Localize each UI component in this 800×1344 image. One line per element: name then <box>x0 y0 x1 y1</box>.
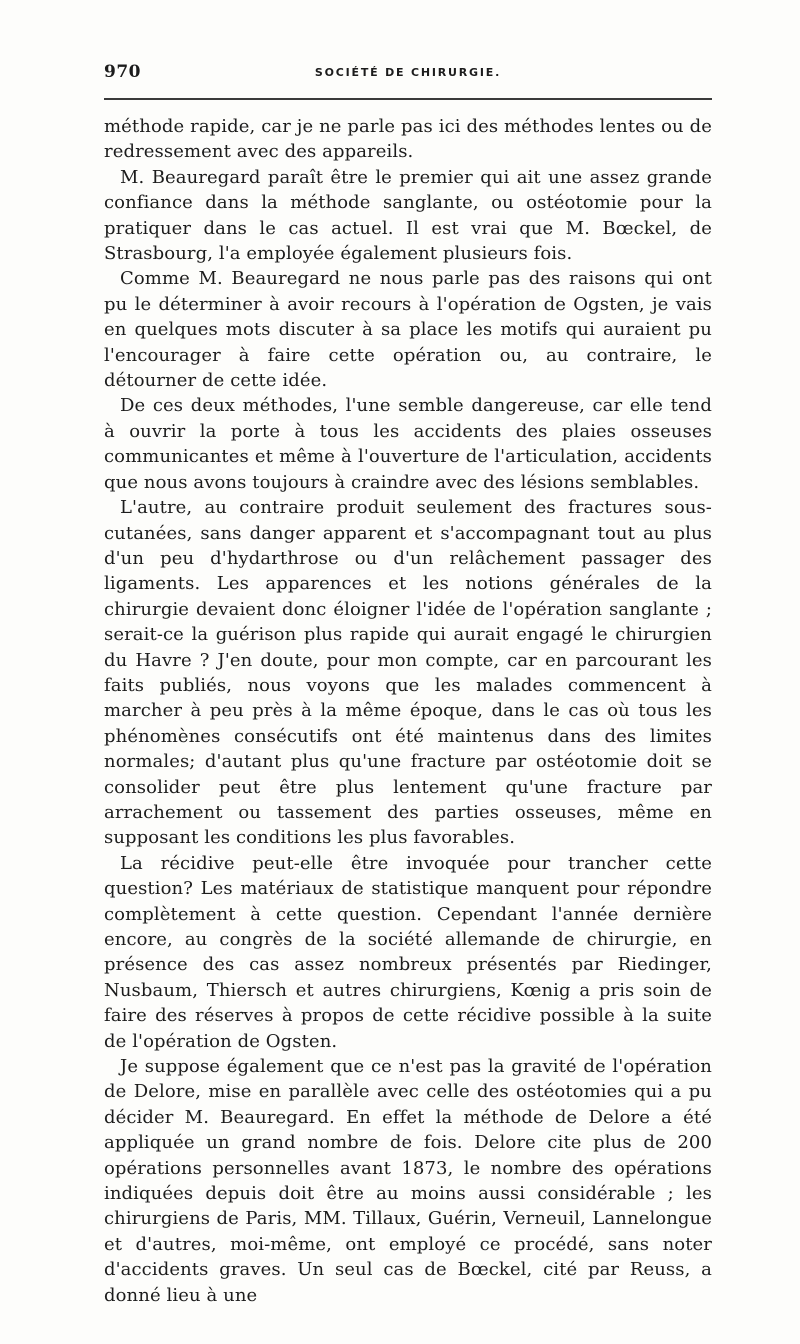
running-title: SOCIÉTÉ DE CHIRURGIE. <box>314 66 502 79</box>
paragraph: Je suppose également que ce n'est pas la gravité de l'opération de Delore, mise en parallèle avec celle des ostéotomies qui a pu décider M. Beauregard. En effet la méthode de Delore a été appliquée un grand nombre de fois. Delore cite plus de 200 opérations personnelles avant 1873, le nombre des opérations indiquées depuis doit être au moins aussi considérable ; les chirurgiens de Paris, MM. Tillaux, Guérin, Verneuil, Lannelongue et d'autres, moi-même, ont employé ce procédé, sans noter d'accidents graves. Un seul cas de Bœckel, cité par Reuss, a donné lieu à une <box>104 1056 712 1306</box>
header-rule <box>104 98 712 100</box>
paragraph: De ces deux méthodes, l'une semble dangereuse, car elle tend à ouvrir la porte à tous les accidents des plaies osseuses communicantes et même à l'ouverture de l'articulation, accidents que nous avons toujours à craindre avec des lésions semblables. <box>104 395 712 493</box>
paragraph: M. Beauregard paraît être le premier qui ait une assez grande confiance dans la méthode sanglante, ou ostéotomie pour la pratiquer dans le cas actuel. Il est vrai que M. Bœckel, de Strasbourg, l'a employée également plusieurs fois. <box>104 166 712 265</box>
paragraph: Comme M. Beauregard ne nous parle pas des raisons qui ont pu le déterminer à avoir recours à l'opération de Ogsten, je vais en quelques mots discuter à sa place les motifs qui auraient pu l'encourager à faire cette opération ou, au contraire, le détourner de cette idée. <box>104 268 712 392</box>
page-number: 970 <box>104 62 141 82</box>
paragraph: L'autre, au contraire produit seulement des fractures sous-cutanées, sans danger apparent et s'accompagnant tout au plus d'un peu d'hydarthrose ou d'un relâchement passager des ligaments. Les apparences et les notions générales de la chirurgie devaient donc éloigner l'idée de l'opération sanglante ; serait-ce la guérison plus rapide qui aurait engagé le chirurgien du Havre ? J'en doute, pour mon compte, car en parcourant les faits publiés, nous voyons que les malades commencent à marcher à peu près à la même époque, dans le cas où tous les phénomènes consécutifs ont été maintenus dans des limites normales; d'autant plus qu'une fracture par ostéotomie doit se consolider peut être plus lentement qu'une fracture par arrachement ou tassement des parties osseuses, même en supposant les conditions les plus favorables. <box>104 497 712 849</box>
paragraph-continued: méthode rapide, car je ne parle pas ici des méthodes lentes ou de redressement avec des appareils. <box>104 116 712 163</box>
body-text <box>104 114 712 1308</box>
paragraph: La récidive peut-elle être invoquée pour trancher cette question? Les matériaux de statistique manquent pour répondre complètement à cette question. Cependant l'année dernière encore, au congrès de la société allemande de chirurgie, en présence des cas assez nombreux présentés par Riedinger, Nusbaum, Thiersch et autres chirurgiens, Kœnig a pris soin de faire des réserves à propos de cette récidive possible à la suite de l'opération de Ogsten. <box>104 852 712 1052</box>
page-header <box>104 58 712 88</box>
